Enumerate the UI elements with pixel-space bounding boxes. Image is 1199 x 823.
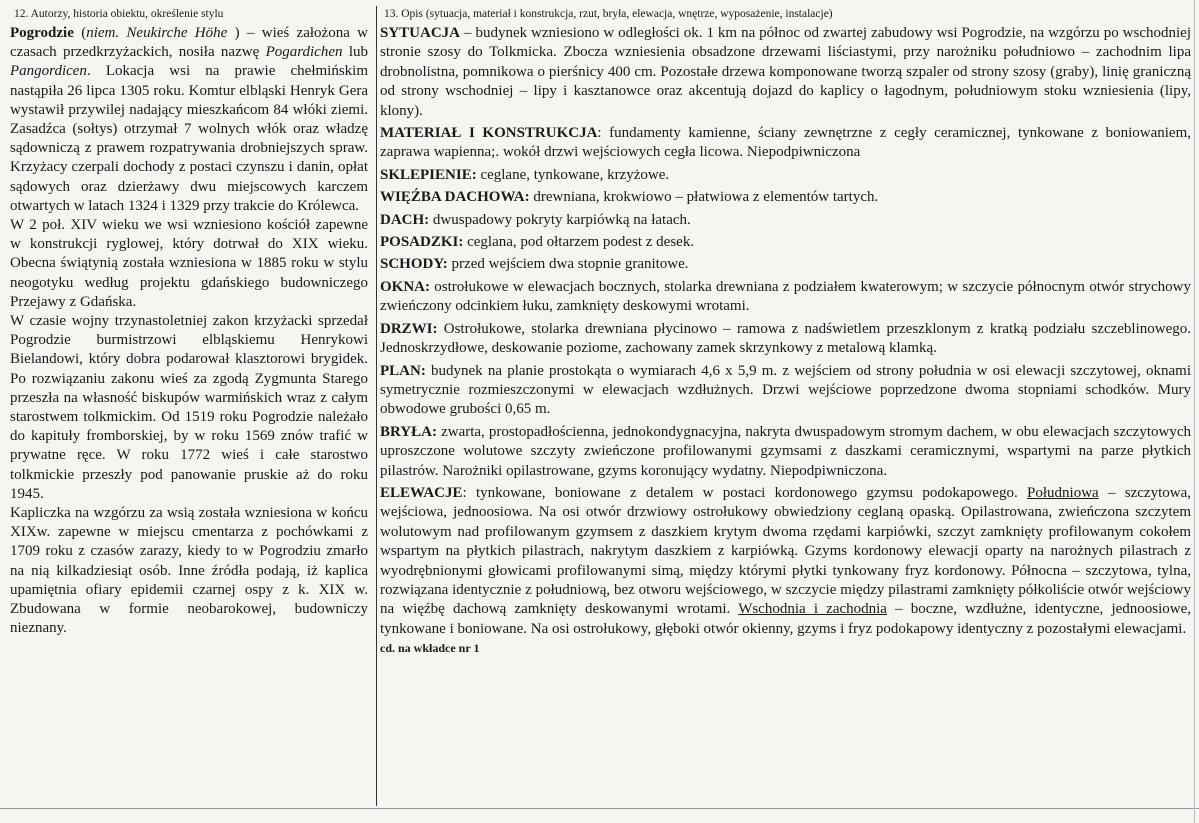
section-label: DRZWI:: [380, 320, 438, 337]
section-sklepienie: [380, 166, 1191, 185]
history-column: [4, 6, 372, 818]
text-fragment: . Lokacja wsi na prawie chełmińskim nastąpiła 26 lipca 1305 roku. Komtur elbląski Henryk Gera wystawił przywilej nadający mieszkańcom 84 włóki ziemi. Zasadźca (sołtys) otrzymał 7 wolnych włók oraz władzę sądowniczą z prawem rozpatrywania drobniejszych spraw. Krzyżacy czerpali dochody z postaci czynszu i danin, opłat sądowych oraz dzierżawy dwu miejscowych karczem otwartych w latach 1324 i 1329 przy trakcie do Królewca.: [10, 63, 368, 214]
historic-name-1: Pogardichen: [265, 44, 343, 61]
section-label: PLAN:: [380, 362, 426, 379]
section-text: dwuspadowy pokryty karpiówką na łatach.: [429, 211, 691, 228]
section-label: SKLEPIENIE:: [380, 166, 477, 183]
section-label: SCHODY:: [380, 256, 448, 273]
section-text: : fundamenty kamienne, ściany zewnętrzne z cegły ceramicznej, tynkowane z boniowaniem, zaprawa wapienna;. wokół drzwi wejściowych cegła licowa. Niepodpiwniczona: [380, 125, 1191, 161]
section-label: SYTUACJA: [380, 25, 461, 41]
bottom-border: [0, 808, 1199, 809]
german-name: niem. Neukirche Höhe: [86, 25, 228, 41]
section-text: zwarta, prostopadłościenna, jednokondygnacyjna, nakryta dwuspadowym stromym dachem, w obu elewacjach szczytowych uproszczone wolutowe szczyty zwieńczone profilowanymi gzymsami z daszkami ceramicznymi, wspartymi na parze płytkich pilastrów. Narożniki opilastrowane, gzyms koronujący wydatny. Niepodpiwniczona.: [380, 423, 1191, 479]
section-label: POSADZKI:: [380, 234, 464, 251]
section-okna: [380, 278, 1191, 317]
section-text: – szczytowa, wejściowa, jednoosiowa. Na osi otwór drzwiowy ostrołukowy obwiedziony ceglaną opaską. Opilastrowana, zwieńczona szczytem wolutowym nad profilowanym gzymsem z daszkiem krytym dwoma rzędami karpiówki, szczyt zamknięty profilowanym cokołem wspartym na płytkich pilastrach, nakrytym daszkiem z karpiówką. Gzyms kordonowy elewacji oparty na narożnych pilastrach z wyodrębnionymi głowicami profilowanymi simą, między którymi płytki tynkowany fryz kordonowy. Północna – szczytowa, tylna, rozwiązana identycznie z południową, bez otworu wejściowego, w szczycie między pilastrami zamknięty półkoliście otwór wejściowy na więźbę dachową zamknięty deskowanymi wrotami.: [380, 484, 1191, 618]
section-label: ELEWACJE: [380, 484, 463, 501]
history-paragraph-4: Kapliczka na wzgórzu za wsią została wzniesiona w końcu XIXw. zapewne w miejscu cmentarza z pochówkami z 1709 roku z czasów zarazy, kiedy to w Pogrodziu zmarło na nią kilkadziesiąt osób. Inne źródła podają, iż kaplica upamiętnia ofiary epidemii czarnej ospy z k. XIX w. Zbudowana w formie neobarokowej, budowniczy nieznany.: [10, 505, 368, 637]
section-material: [380, 124, 1191, 163]
section-schody: [380, 255, 1191, 274]
section-label: BRYŁA:: [380, 423, 437, 440]
section-label: WIĘŹBA DACHOWA:: [380, 189, 530, 206]
text-fragment: lub: [342, 44, 368, 61]
section-drzwi: [380, 320, 1191, 359]
text-fragment: (: [73, 25, 87, 41]
section-text: budynek na planie prostokąta o wymiarach 4,6 x 5,9 m. z wejściem od strony południa w osi elewacji szczytowej, oknami symetrycznie rozmieszczonymi w elewacjach wzdłużnych. Drzwi wejściowe poprzedzone dwoma stopniami schodków. Mury obwodowe grubości 0,65 m.: [380, 362, 1191, 418]
east-west-facade-label: Wschodnia i zachodnia: [738, 601, 887, 618]
section-text: ceglana, pod ołtarzem podest z desek.: [463, 234, 695, 251]
place-name: Pogrodzie: [10, 25, 74, 41]
section-dach: [380, 211, 1191, 230]
section-plan: [380, 362, 1191, 420]
section-label: DACH:: [380, 211, 430, 228]
continuation-note: cd. na wkładce nr 1: [380, 641, 480, 656]
section-text: Ostrołukowe, stolarka drewniana płycinowo – ramowa z nadświetlem przeszklonym z kratką podziału szczeblinowego. Jednoskrzydłowe, deskowanie poziome, zachowany zamek skrzynkowy z metalową klamką.: [380, 320, 1191, 357]
history-heading: 12. Autorzy, historia obiektu, określenie stylu: [14, 8, 224, 20]
description-text: [380, 24, 1191, 659]
text-fragment: ) – wieś założona w czasach przedkrzyżackich, nosiła nazwę: [10, 25, 369, 61]
description-column: [380, 6, 1195, 818]
description-heading: 13. Opis (sytuacja, materiał i konstrukcja, rzut, bryła, elewacja, wnętrze, wyposażenie, instalacje): [384, 8, 833, 20]
section-label: MATERIAŁ I KONSTRUKCJA: [380, 125, 598, 142]
section-label: OKNA:: [380, 278, 430, 295]
section-wiezba: [380, 188, 1191, 207]
section-text: ceglane, tynkowane, krzyżowe.: [476, 166, 670, 183]
section-text: przed wejściem dwa stopnie granitowe.: [447, 256, 689, 273]
section-sytuacja: [380, 24, 1191, 121]
section-text: – boczne, wzdłużne, identyczne, jednoosiowe, tynkowane i boniowane. Na osi ostrołukowy, głęboki otwór okienny, gzyms i fryz podokapowy identyczny z pozostałymi elewacjami.: [380, 601, 1192, 637]
section-text: ostrołukowe w elewacjach bocznych, stolarka drewniana z podziałem kwaterowym; w szczycie północnym otwór strychowy zwieńczony odcinkiem łuku, zamknięty deskowymi wrotami.: [380, 278, 1191, 315]
section-text: drewniana, krokwiowo – płatwiowa z elementów tartych.: [529, 189, 879, 206]
section-elewacje: [380, 484, 1191, 639]
right-border: [1194, 0, 1195, 823]
history-paragraph-1: [10, 24, 368, 216]
section-text: – budynek wzniesiono w odległości ok. 1 km na północ od zwartej zabudowy wsi Pogrodzie, na wzgórzu po wschodniej stronie szosy do Tolkmicka. Zbocza wzniesienia obsadzone drzewami liściastymi, przy narożniku południowo – zachodnim lipa drobnolistna, pomnikowa o pierśnicy 400 cm. Pozostałe drzewa komponowane tworzą szpaler od strony szosy (graby), linię graniczną od strony wschodniej – lipy i kasztanowce oraz akcentują dojazd do kaplicy o łagodnym, południowym stoku wzniesienia (lipy, klony).: [380, 25, 1191, 119]
section-bryla: [380, 423, 1191, 481]
south-facade-label: Południowa: [1027, 484, 1099, 501]
section-posadzki: [380, 233, 1191, 252]
historic-name-2: Pangordicen: [10, 63, 87, 80]
history-text: [10, 24, 368, 639]
column-divider: [376, 6, 377, 806]
history-paragraph-3: W czasie wojny trzynastoletniej zakon krzyżacki sprzedał Pogrodzie burmistrzowi elbląskiemu Henrykowi Bielandowi, który dobra podarował klasztorowi brygidek. Po rozwiązaniu zakonu wieś za zgodą Zygmunta Starego przeszła na własność biskupów warmińskich wraz z całym starostwem tolkmickim. Od 1519 roku Pogrodzie należało do kapituły fromborskiej, by w roku 1569 znów trafić w prywatne ręce. W roku 1772 wieś i całe starostwo tolkmickie przeszły pod panowanie pruskie aż do roku 1945.: [10, 313, 368, 502]
section-text: : tynkowane, boniowane z detalem w postaci kordonowego gzymsu podokapowego.: [462, 484, 1028, 501]
history-paragraph-2: W 2 poł. XIV wieku we wsi wzniesiono kościół zapewne w konstrukcji ryglowej, który dotrwał do XIX wieku. Obecna świątynią została wzniesiona w 1885 roku w stylu neogotyku według projektu gdańskiego budowniczego Przejawy z Gdańska.: [10, 217, 368, 310]
